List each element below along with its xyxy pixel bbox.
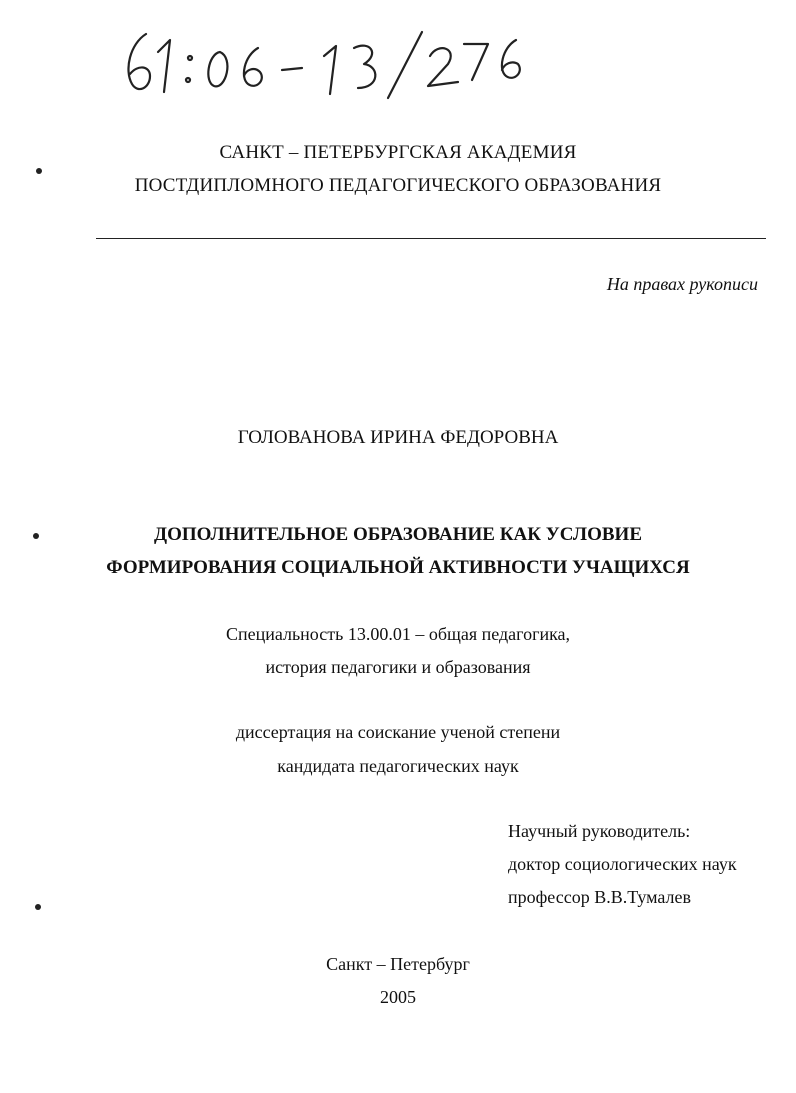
institution-line-1: САНКТ – ПЕТЕРБУРГСКАЯ АКАДЕМИЯ	[219, 142, 577, 163]
city: Санкт – Петербург	[326, 954, 470, 974]
supervisor-label: Научный руководитель:	[508, 821, 691, 841]
author-name: ГОЛОВАНОВА ИРИНА ФЕДОРОВНА	[237, 427, 559, 448]
handwritten-code-drawing	[118, 22, 538, 102]
rights-note: На правах рукописи	[606, 274, 758, 294]
degree-line-2: кандидата педагогических наук	[277, 756, 519, 776]
institution-line-2: ПОСТДИПЛОМНОГО ПЕДАГОГИЧЕСКОГО ОБРАЗОВАНИЯ	[134, 175, 662, 196]
scan-mark	[35, 904, 41, 910]
supervisor-degree: доктор социологических наук	[508, 854, 737, 874]
title-line-2: ФОРМИРОВАНИЯ СОЦИАЛЬНОЙ АКТИВНОСТИ УЧАЩИХСЯ	[106, 557, 690, 578]
handwritten-archive-code	[118, 22, 538, 102]
supervisor-name: профессор В.В.Тумалев	[508, 887, 691, 907]
degree-line-1: диссертация на соискание ученой степени	[235, 722, 561, 742]
scan-mark	[33, 533, 39, 539]
specialty-line-2: история педагогики и образования	[265, 657, 531, 677]
header-divider	[96, 238, 766, 239]
year: 2005	[380, 987, 416, 1007]
title-line-1: ДОПОЛНИТЕЛЬНОЕ ОБРАЗОВАНИЕ КАК УСЛОВИЕ	[154, 524, 642, 545]
scan-mark	[36, 168, 42, 174]
specialty-line-1: Специальность 13.00.01 – общая педагогика,	[225, 624, 571, 644]
